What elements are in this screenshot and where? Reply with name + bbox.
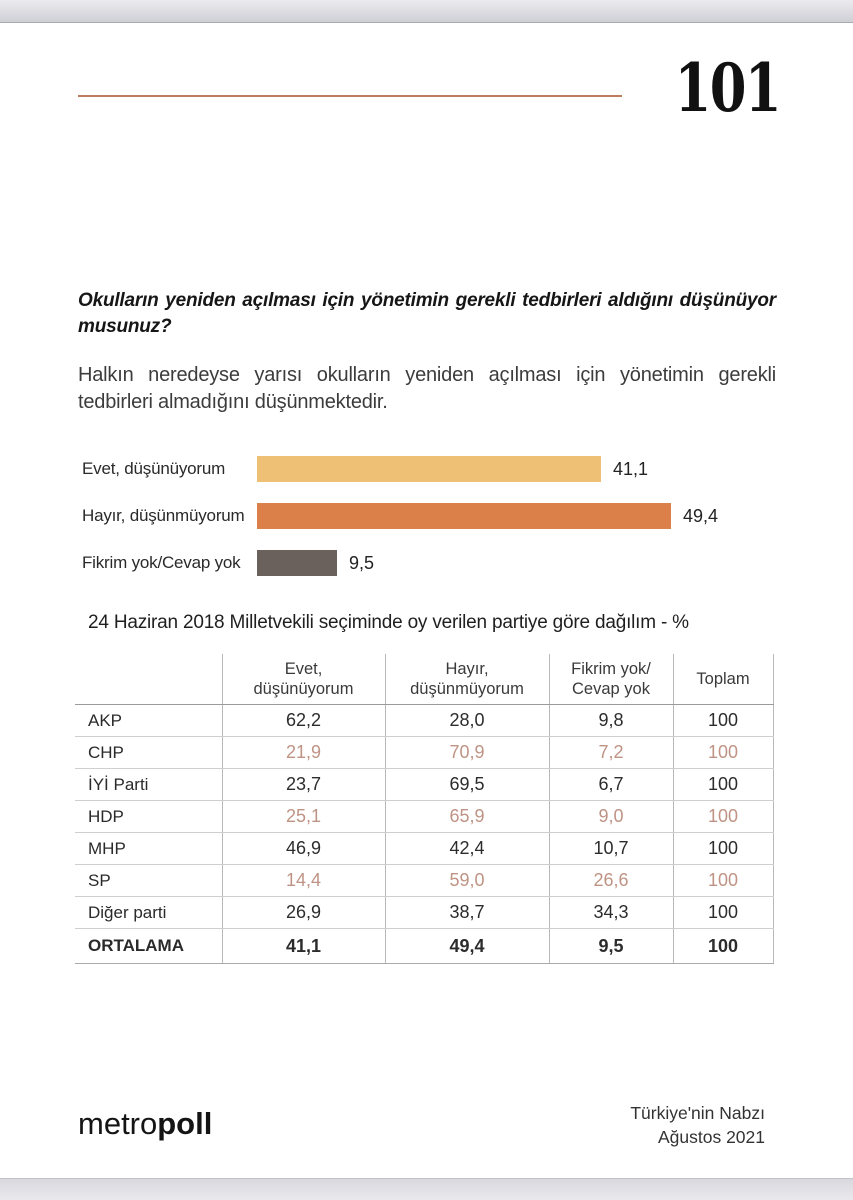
table-row-mhp bbox=[75, 833, 773, 865]
table-row-akp bbox=[75, 705, 773, 737]
value-cell: 100 bbox=[673, 929, 773, 964]
table-title: 24 Haziran 2018 Milletvekili seçiminde oy verilen partiye göre dağılım - % bbox=[88, 612, 689, 633]
value-cell: 41,1 bbox=[222, 929, 385, 964]
value-cell: 9,5 bbox=[549, 929, 673, 964]
header-cell-fikrim-yok: Fikrim yok/ Cevap yok bbox=[549, 654, 673, 705]
logo-poll: poll bbox=[157, 1106, 213, 1141]
value-cell: 10,7 bbox=[549, 833, 673, 865]
value-cell: 100 bbox=[673, 801, 773, 833]
chart-bar-value: 49,4 bbox=[683, 505, 719, 526]
chart-bar-hayir bbox=[257, 503, 671, 529]
value-cell: 70,9 bbox=[385, 737, 549, 769]
table-row-hdp bbox=[75, 801, 773, 833]
scan-edge-top bbox=[0, 0, 853, 23]
table-row-sp bbox=[75, 865, 773, 897]
footer-publication-date: Ağustos 2021 bbox=[657, 1127, 765, 1147]
table-row-ortalama bbox=[75, 929, 773, 964]
value-cell: 38,7 bbox=[385, 897, 549, 929]
header-cell-evet: Evet, düşünüyorum bbox=[222, 654, 385, 705]
chart-bar-value: 41,1 bbox=[613, 458, 649, 479]
party-name-cell: AKP bbox=[75, 705, 222, 737]
chart-bar-fikrim-yok bbox=[257, 550, 337, 576]
value-cell: 46,9 bbox=[222, 833, 385, 865]
chart-row-label: Fikrim yok/Cevap yok bbox=[82, 553, 241, 572]
value-cell: 26,6 bbox=[549, 865, 673, 897]
results-table bbox=[75, 654, 774, 964]
value-cell: 59,0 bbox=[385, 865, 549, 897]
scan-edge-bottom bbox=[0, 1178, 853, 1200]
value-cell: 28,0 bbox=[385, 705, 549, 737]
value-cell: 7,2 bbox=[549, 737, 673, 769]
value-cell: 42,4 bbox=[385, 833, 549, 865]
value-cell: 34,3 bbox=[549, 897, 673, 929]
header-cell-empty bbox=[75, 654, 222, 705]
page-number: 101 bbox=[674, 49, 780, 127]
party-name-cell: SP bbox=[75, 865, 222, 897]
party-name-cell: CHP bbox=[75, 737, 222, 769]
chart-bar-value: 9,5 bbox=[349, 552, 375, 573]
value-cell: 100 bbox=[673, 865, 773, 897]
metropoll-logo bbox=[78, 1106, 212, 1142]
value-cell: 21,9 bbox=[222, 737, 385, 769]
table-row-iyi-parti bbox=[75, 769, 773, 801]
header-cell-hayir: Hayır, düşünmüyorum bbox=[385, 654, 549, 705]
value-cell: 100 bbox=[673, 833, 773, 865]
logo-metro: metro bbox=[78, 1106, 158, 1141]
value-cell: 9,8 bbox=[549, 705, 673, 737]
table-row-diger-parti bbox=[75, 897, 773, 929]
value-cell: 100 bbox=[673, 769, 773, 801]
chart-row-label: Hayır, düşünmüyorum bbox=[82, 506, 245, 525]
party-name-cell: HDP bbox=[75, 801, 222, 833]
value-cell: 23,7 bbox=[222, 769, 385, 801]
table-header-row bbox=[75, 654, 773, 705]
value-cell: 14,4 bbox=[222, 865, 385, 897]
chart-row bbox=[78, 456, 778, 482]
value-cell: 9,0 bbox=[549, 801, 673, 833]
accent-rule bbox=[78, 95, 622, 97]
summary-text: Halkın neredeyse yarısı okulların yeniden açılması için yönetimin gerekli tedbirleri almadığını düşünmektedir. bbox=[78, 364, 776, 413]
header-cell-toplam: Toplam bbox=[673, 654, 773, 705]
party-name-cell: Diğer parti bbox=[75, 897, 222, 929]
value-cell: 100 bbox=[673, 737, 773, 769]
value-cell: 69,5 bbox=[385, 769, 549, 801]
party-name-cell: İYİ Parti bbox=[75, 769, 222, 801]
survey-question: Okulların yeniden açılması için yönetimin gerekli tedbirleri aldığını düşünüyor musunuz? bbox=[78, 290, 776, 337]
party-name-cell: MHP bbox=[75, 833, 222, 865]
bar-chart bbox=[78, 456, 778, 597]
value-cell: 65,9 bbox=[385, 801, 549, 833]
chart-row bbox=[78, 503, 778, 529]
value-cell: 49,4 bbox=[385, 929, 549, 964]
footer-publication bbox=[465, 1101, 765, 1149]
party-name-cell: ORTALAMA bbox=[75, 929, 222, 964]
chart-row-label: Evet, düşünüyorum bbox=[82, 459, 226, 478]
footer-publication-title: Türkiye'nin Nabzı bbox=[630, 1103, 765, 1123]
table-row-chp bbox=[75, 737, 773, 769]
chart-bar-evet bbox=[257, 456, 601, 482]
value-cell: 100 bbox=[673, 897, 773, 929]
value-cell: 26,9 bbox=[222, 897, 385, 929]
value-cell: 25,1 bbox=[222, 801, 385, 833]
chart-row bbox=[78, 550, 778, 576]
value-cell: 6,7 bbox=[549, 769, 673, 801]
value-cell: 62,2 bbox=[222, 705, 385, 737]
value-cell: 100 bbox=[673, 705, 773, 737]
